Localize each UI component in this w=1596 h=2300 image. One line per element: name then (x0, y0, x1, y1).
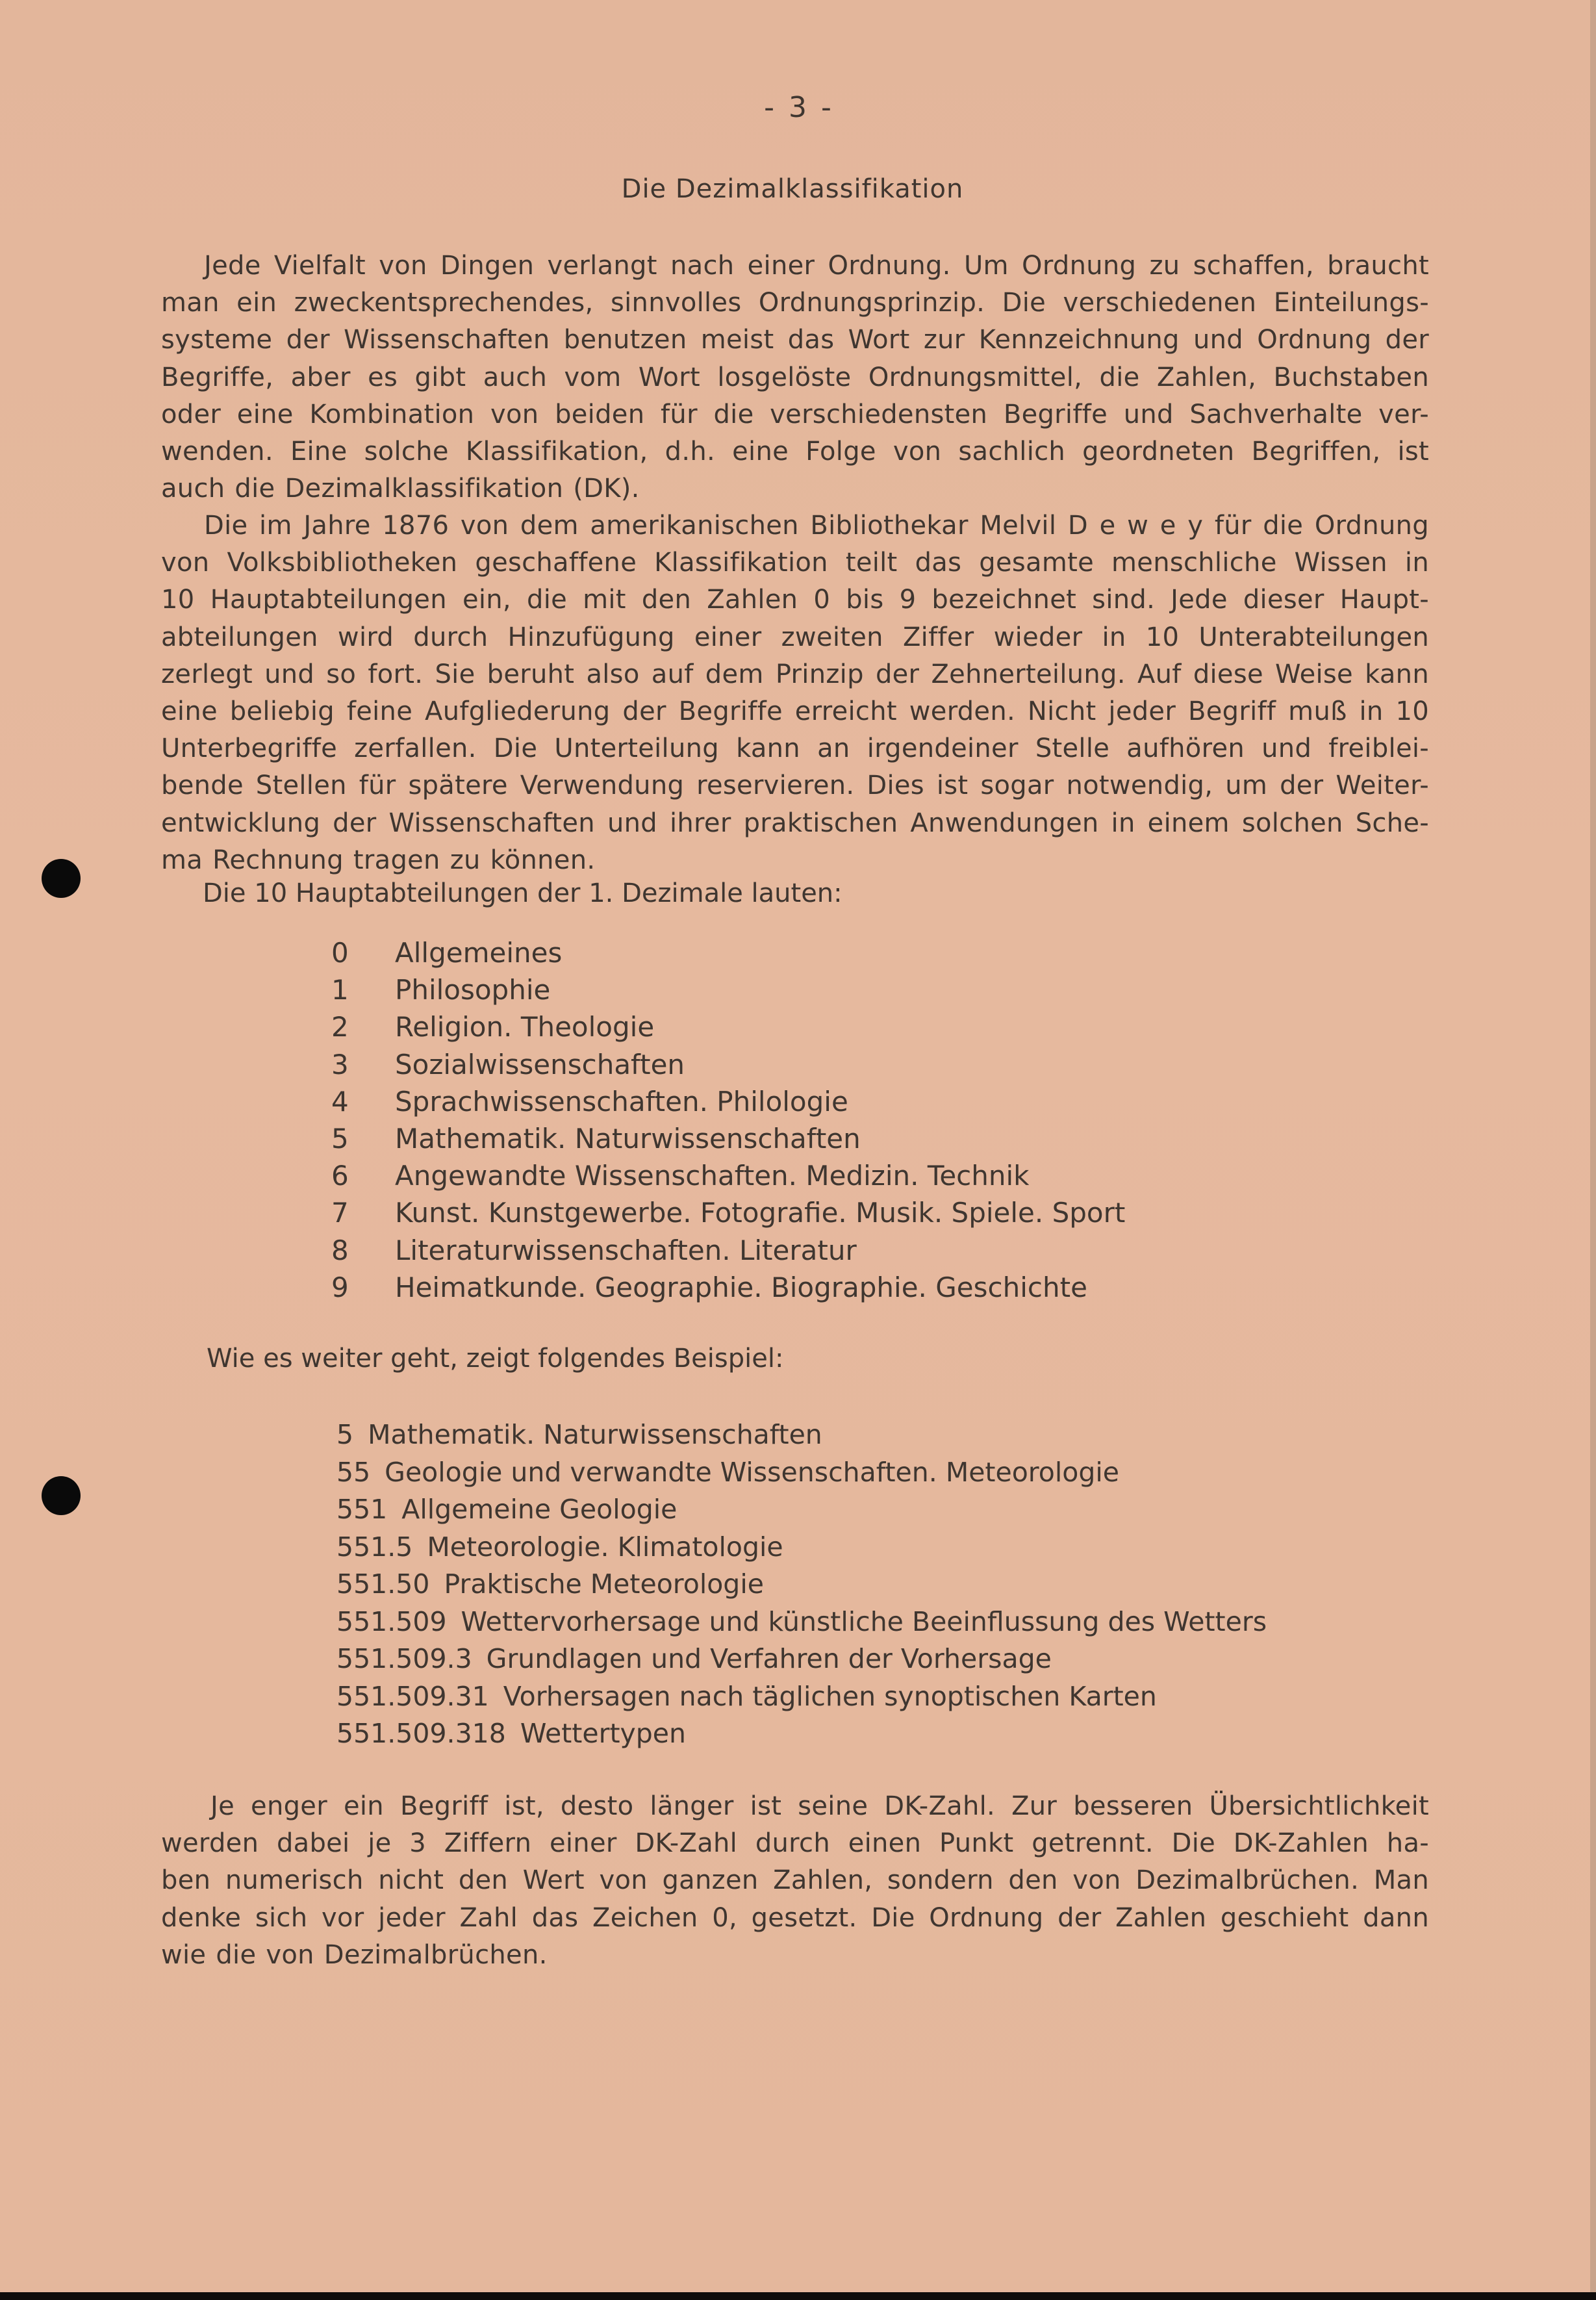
paragraph-line: zerlegt und so fort. Sie beruht also auf dem Prinzip der Zehnerteilung. Auf diese Weise kann (161, 659, 1429, 689)
paragraph-line: denke sich vor jeder Zahl das Zeichen 0, gesetzt. Die Ordnung der Zahlen geschieht dann (161, 1902, 1429, 1933)
dk-label: Wettervorhersage und künstliche Beeinflussung des Wetters (461, 1605, 1267, 1637)
punch-hole-bottom (42, 1476, 81, 1515)
example-list (336, 1416, 1267, 1753)
example-intro: Wie es weiter geht, zeigt folgendes Beispiel: (207, 1344, 784, 1374)
punch-hole-top (42, 859, 81, 898)
dk-code: 5 (336, 1419, 354, 1450)
dk-code: 551.50 (336, 1568, 430, 1600)
paragraph-line: von Volksbibliotheken geschaffene Klassifikation teilt das gesamte menschliche Wissen in (161, 548, 1429, 578)
paragraph-line: eine beliebig feine Aufgliederung der Begriffe erreicht werden. Nicht jeder Begriff muß in 10 (161, 696, 1429, 727)
main-classes-list (331, 934, 1125, 1306)
page-edge-right (1590, 0, 1596, 2300)
list-item (331, 1120, 1125, 1157)
list-item (336, 1566, 1267, 1604)
class-number: 7 (331, 1197, 349, 1229)
dk-label: Allgemeine Geologie (401, 1494, 678, 1525)
main-classes-intro: Die 10 Hauptabteilungen der 1. Dezimale lauten: (203, 878, 842, 908)
class-label: Philosophie (395, 974, 551, 1006)
dk-label: Wettertypen (520, 1718, 687, 1749)
dk-label: Praktische Meteorologie (444, 1568, 764, 1600)
class-label: Kunst. Kunstgewerbe. Fotografie. Musik. Spiele. Sport (395, 1197, 1126, 1229)
dk-code: 551.509.31 (336, 1680, 489, 1712)
dk-label: Geologie und verwandte Wissenschaften. Meteorologie (385, 1456, 1119, 1488)
list-item (331, 1083, 1125, 1120)
paragraph-line: Unterbegriffe zerfallen. Die Unterteilung kann an irgendeiner Stelle aufhören und freiblei- (161, 734, 1429, 764)
paragraph-line: systeme der Wissenschaften benutzen meist das Wort zur Kennzeichnung und Ordnung der (161, 325, 1429, 355)
list-item (331, 1046, 1125, 1083)
paragraph-conclusion (161, 1788, 1429, 1974)
class-label: Literaturwissenschaften. Literatur (395, 1234, 857, 1266)
paragraph-line: man ein zweckentsprechendes, sinnvolles Ordnungsprinzip. Die verschiedenen Einteilungs- (161, 288, 1429, 318)
paragraph-line: Begriffe, aber es gibt auch vom Wort losgelöste Ordnungsmittel, die Zahlen, Buchstaben (161, 362, 1429, 392)
paragraph-line: Die im Jahre 1876 von dem amerikanischen Bibliothekar Melvil D e w e y für die Ordnung (204, 511, 1429, 541)
class-number: 8 (331, 1234, 349, 1266)
class-label: Religion. Theologie (395, 1011, 655, 1043)
class-number: 2 (331, 1011, 349, 1043)
paragraph-line: werden dabei je 3 Ziffern einer DK-Zahl durch einen Punkt getrennt. Die DK-Zahlen ha- (161, 1828, 1429, 1859)
paragraph-line: wie die von Dezimalbrüchen. (161, 1939, 548, 1970)
class-label: Angewandte Wissenschaften. Medizin. Technik (395, 1160, 1030, 1192)
list-item (336, 1641, 1267, 1678)
scan-border-bottom (0, 2292, 1596, 2300)
dk-label: Mathematik. Naturwissenschaften (368, 1419, 822, 1450)
list-item (336, 1454, 1267, 1492)
list-item (336, 1678, 1267, 1716)
paragraph-line: abteilungen wird durch Hinzufügung einer zweiten Ziffer wieder in 10 Unterabteilungen (161, 622, 1429, 652)
list-item (331, 1157, 1125, 1194)
paragraph-line: oder eine Kombination von beiden für die verschiedensten Begriffe und Sachverhalte ver- (161, 399, 1429, 429)
class-number: 1 (331, 974, 349, 1006)
paragraph-line: entwicklung der Wissenschaften und ihrer praktischen Anwendungen in einem solchen Sche- (161, 808, 1429, 838)
paragraph-line: Je enger ein Begriff ist, desto länger ist seine DK-Zahl. Zur besseren Übersichtlichkeit (210, 1791, 1429, 1821)
dk-code: 551 (336, 1494, 388, 1525)
dk-code: 551.509.318 (336, 1718, 506, 1749)
list-item (336, 1529, 1267, 1566)
class-label: Allgemeines (395, 937, 563, 969)
page-number: - 3 - (764, 91, 834, 124)
paragraph-dewey (161, 507, 1429, 879)
dk-label: Vorhersagen nach täglichen synoptischen Karten (503, 1680, 1157, 1712)
dk-code: 551.509.3 (336, 1643, 472, 1674)
paragraph-line: ma Rechnung tragen zu können. (161, 845, 596, 875)
class-label: Mathematik. Naturwissenschaften (395, 1123, 861, 1155)
dk-code: 551.509 (336, 1605, 447, 1637)
list-item (336, 1715, 1267, 1753)
paragraph-intro (161, 248, 1429, 507)
class-label: Sprachwissenschaften. Philologie (395, 1085, 848, 1118)
class-label: Heimatkunde. Geographie. Biographie. Geschichte (395, 1271, 1087, 1303)
paragraph-line: Jede Vielfalt von Dingen verlangt nach einer Ordnung. Um Ordnung zu schaffen, braucht (204, 251, 1429, 281)
class-number: 9 (331, 1271, 349, 1303)
paragraph-line: ben numerisch nicht den Wert von ganzen Zahlen, sondern den von Dezimalbrüchen. Man (161, 1865, 1429, 1896)
class-label: Sozialwissenschaften (395, 1048, 685, 1080)
list-item (336, 1491, 1267, 1529)
list-item (331, 1269, 1125, 1306)
list-item (336, 1416, 1267, 1454)
class-number: 0 (331, 937, 349, 969)
class-number: 3 (331, 1048, 349, 1080)
paragraph-line: 10 Hauptabteilungen ein, die mit den Zahlen 0 bis 9 bezeichnet sind. Jede dieser Haupt- (161, 585, 1429, 615)
class-number: 4 (331, 1085, 349, 1118)
page-title: Die Dezimalklassifikation (621, 174, 964, 204)
paragraph-line: auch die Dezimalklassifikation (DK). (161, 474, 640, 504)
paragraph-line: wenden. Eine solche Klassifikation, d.h. eine Folge von sachlich geordneten Begriffen, ist (161, 437, 1429, 467)
list-item (336, 1604, 1267, 1641)
dk-label: Grundlagen und Verfahren der Vorhersage (486, 1643, 1052, 1674)
list-item (331, 934, 1125, 971)
class-number: 6 (331, 1160, 349, 1192)
list-item (331, 1232, 1125, 1269)
paragraph-line: bende Stellen für spätere Verwendung reservieren. Dies ist sogar notwendig, um der Weiter- (161, 771, 1429, 801)
dk-label: Meteorologie. Klimatologie (427, 1531, 783, 1563)
list-item (331, 971, 1125, 1008)
class-number: 5 (331, 1123, 349, 1155)
list-item (331, 1194, 1125, 1231)
dk-code: 55 (336, 1456, 371, 1488)
list-item (331, 1008, 1125, 1045)
dk-code: 551.5 (336, 1531, 413, 1563)
